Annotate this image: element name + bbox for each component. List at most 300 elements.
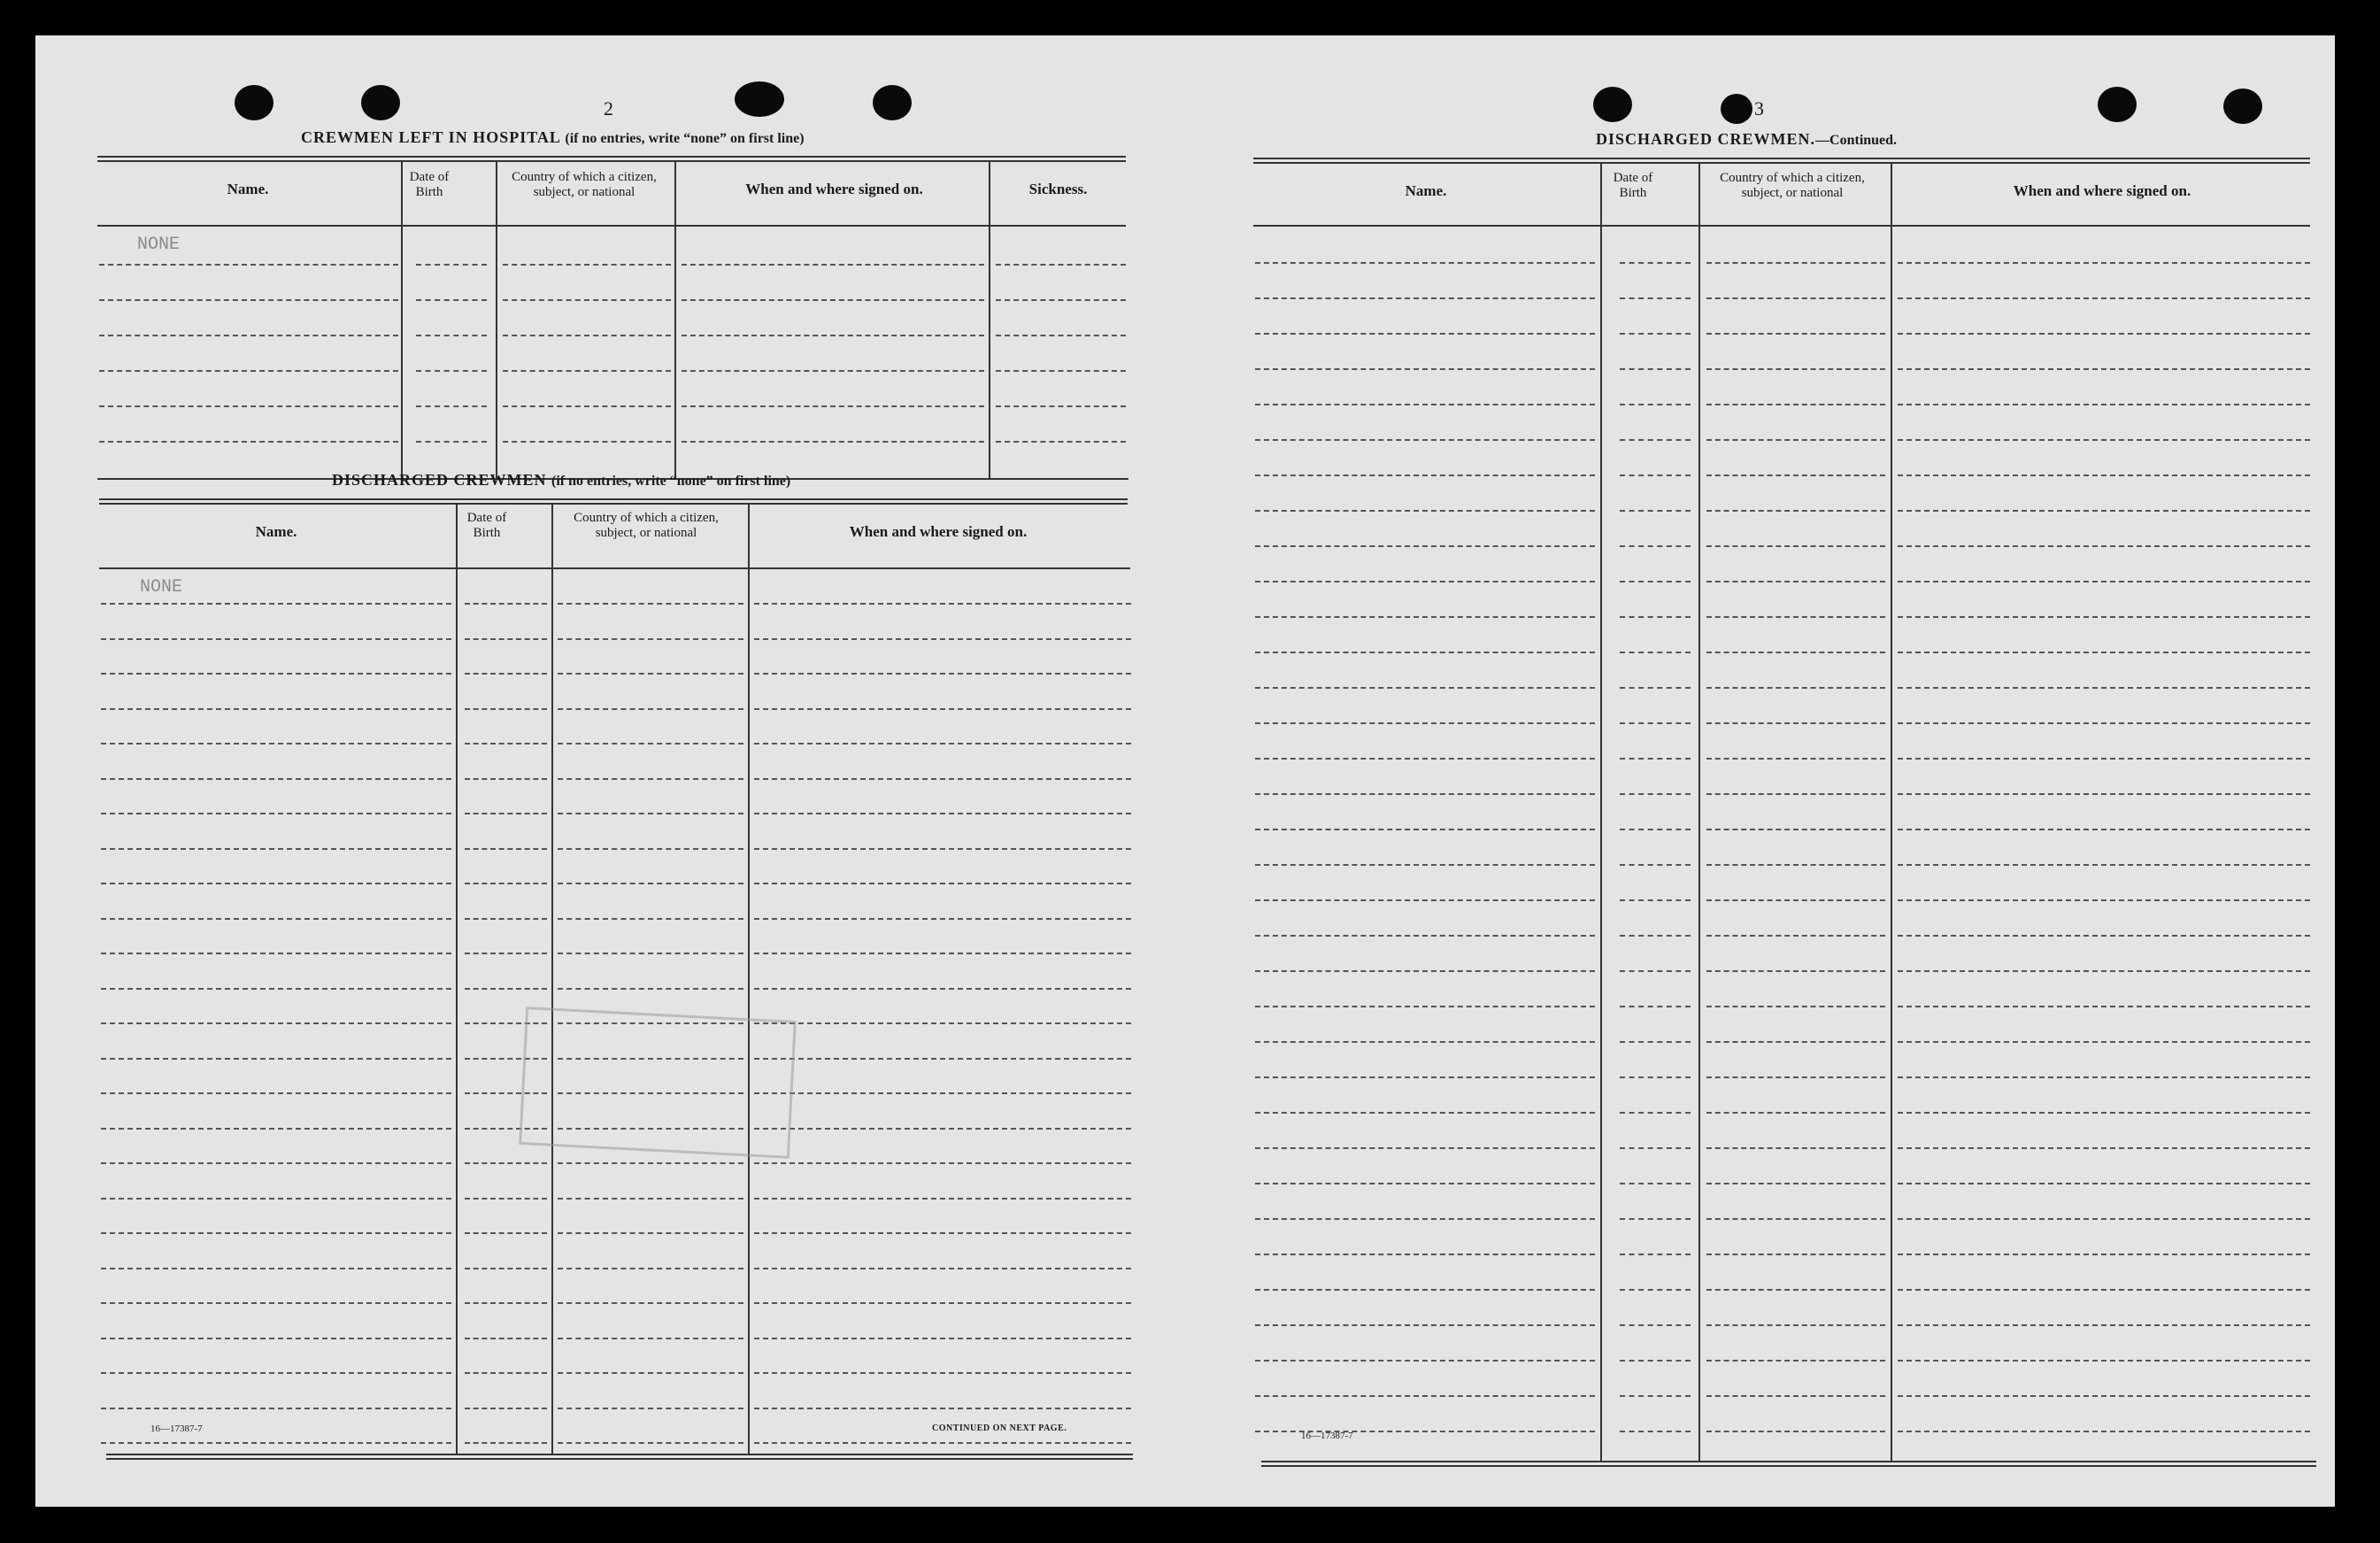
- ruled-line: [754, 1302, 1131, 1304]
- ruled-line: [1255, 1041, 1595, 1043]
- ruled-line: [1620, 404, 1691, 405]
- ruled-line: [1255, 793, 1595, 795]
- ruled-line: [1706, 439, 1885, 441]
- ruled-line: [1898, 687, 2310, 689]
- ruled-line: [1706, 581, 1885, 582]
- ruled-line: [1255, 368, 1595, 370]
- discharged-header-rule: [99, 567, 1130, 569]
- ruled-line: [101, 1092, 451, 1094]
- ruled-line: [1620, 581, 1691, 582]
- ruled-line: [1706, 829, 1885, 830]
- ruled-line: [558, 603, 743, 605]
- hospital-col-sickness: Sickness.: [1028, 181, 1088, 197]
- ruled-line: [1898, 1218, 2310, 1220]
- ruled-line: [754, 743, 1131, 744]
- punch-hole: [1721, 94, 1752, 124]
- ruled-line: [754, 708, 1131, 710]
- punch-hole: [2223, 89, 2262, 124]
- ruled-line: [1620, 1289, 1691, 1291]
- ruled-line: [558, 813, 743, 814]
- ruled-line: [1898, 652, 2310, 653]
- ruled-line: [1620, 1254, 1691, 1255]
- ruled-line: [558, 1302, 743, 1304]
- right-header-rule: [1253, 225, 2310, 227]
- ruled-line: [1620, 1183, 1691, 1184]
- ruled-line: [1706, 1431, 1885, 1432]
- ruled-line: [1706, 1289, 1885, 1291]
- right-col-divider: [1891, 164, 1892, 1461]
- ruled-line: [1898, 510, 2310, 512]
- discharged-title-text: DISCHARGED CREWMEN: [332, 471, 547, 489]
- ruled-line: [996, 299, 1126, 301]
- hospital-col-divider: [401, 162, 403, 479]
- hospital-top-rule: [97, 156, 1126, 162]
- ruled-line: [996, 405, 1126, 407]
- hospital-section-title: [301, 128, 805, 147]
- ruled-line: [1620, 439, 1691, 441]
- ruled-line: [101, 813, 451, 814]
- ruled-line: [558, 673, 743, 675]
- hospital-col-divider: [989, 162, 990, 479]
- ruled-line: [416, 335, 487, 336]
- hospital-col-divider: [674, 162, 676, 479]
- ruled-line: [996, 264, 1126, 266]
- ruled-line: [101, 603, 451, 605]
- ruled-line: [416, 441, 487, 443]
- ruled-line: [1706, 1395, 1885, 1397]
- ruled-line: [503, 335, 671, 336]
- ruled-line: [1898, 722, 2310, 724]
- punch-hole: [735, 81, 784, 117]
- ruled-line: [558, 883, 743, 884]
- ruled-line: [1898, 935, 2310, 937]
- ruled-line: [1706, 1254, 1885, 1255]
- ruled-line: [996, 441, 1126, 443]
- ruled-line: [754, 813, 1131, 814]
- ruled-line: [754, 988, 1131, 990]
- ruled-line: [1706, 333, 1885, 335]
- ruled-line: [754, 1338, 1131, 1339]
- ruled-line: [416, 299, 487, 301]
- ruled-line: [754, 1408, 1131, 1409]
- right-col-country: Country of which a citizen, subject, or national: [1720, 171, 1865, 200]
- ruled-line: [465, 1408, 547, 1409]
- ruled-line: [1898, 1183, 2310, 1184]
- ruled-line: [1706, 935, 1885, 937]
- ruled-line: [503, 441, 671, 443]
- ruled-line: [465, 1302, 547, 1304]
- ruled-line: [465, 918, 547, 920]
- ruled-line: [503, 370, 671, 372]
- ruled-line: [99, 405, 398, 407]
- ruled-line: [754, 1022, 1131, 1024]
- ruled-line: [101, 883, 451, 884]
- ruled-line: [1255, 1360, 1595, 1362]
- ruled-line: [754, 953, 1131, 954]
- discharged-col-country: Country of which a citizen, subject, or national: [574, 511, 719, 540]
- ruled-line: [101, 638, 451, 640]
- ruled-line: [465, 1338, 547, 1339]
- ruled-line: [1898, 581, 2310, 582]
- ruled-line: [1706, 545, 1885, 547]
- ruled-line: [1898, 1324, 2310, 1326]
- ruled-line: [416, 405, 487, 407]
- ruled-line: [1706, 1147, 1885, 1149]
- ruled-line: [1706, 368, 1885, 370]
- ruled-line: [1620, 1395, 1691, 1397]
- ruled-line: [558, 1442, 743, 1444]
- ruled-line: [101, 953, 451, 954]
- ruled-line: [1255, 687, 1595, 689]
- ruled-line: [558, 743, 743, 744]
- ruled-line: [682, 299, 984, 301]
- ruled-line: [1620, 1147, 1691, 1149]
- ruled-line: [1898, 297, 2310, 299]
- continued-note: CONTINUED ON NEXT PAGE.: [932, 1423, 1067, 1433]
- ruled-line: [1706, 722, 1885, 724]
- ruled-line: [99, 370, 398, 372]
- ruled-line: [1255, 333, 1595, 335]
- ruled-line: [1620, 1112, 1691, 1114]
- ruled-line: [1706, 297, 1885, 299]
- discharged-title-note: (if no entries, write “none” on first line): [551, 474, 791, 489]
- ruled-line: [754, 778, 1131, 780]
- ruled-line: [558, 1232, 743, 1234]
- ruled-line: [1620, 545, 1691, 547]
- ruled-line: [1706, 262, 1885, 264]
- ruled-line: [101, 673, 451, 675]
- ruled-line: [754, 848, 1131, 850]
- ruled-line: [1255, 1147, 1595, 1149]
- ruled-line: [1706, 616, 1885, 618]
- ruled-line: [1255, 1324, 1595, 1326]
- ruled-line: [1898, 545, 2310, 547]
- ruled-line: [1706, 899, 1885, 901]
- ruled-line: [1620, 758, 1691, 760]
- ruled-line: [101, 708, 451, 710]
- ruled-line: [1255, 899, 1595, 901]
- ruled-line: [558, 638, 743, 640]
- punch-hole: [361, 85, 400, 120]
- ruled-line: [996, 335, 1126, 336]
- discharged-col-divider: [456, 505, 458, 1454]
- punch-hole: [2098, 87, 2137, 122]
- right-col-divider: [1600, 164, 1602, 1461]
- ruled-line: [558, 778, 743, 780]
- ruled-line: [754, 1092, 1131, 1094]
- page-number-left: 2: [604, 97, 613, 120]
- ruled-line: [1898, 262, 2310, 264]
- ruled-line: [558, 1338, 743, 1339]
- ruled-line: [558, 988, 743, 990]
- ruled-line: [1898, 616, 2310, 618]
- ruled-line: [1706, 474, 1885, 476]
- ruled-line: [754, 1058, 1131, 1060]
- ruled-line: [1255, 297, 1595, 299]
- ruled-line: [558, 918, 743, 920]
- ruled-line: [1898, 439, 2310, 441]
- ruled-line: [1255, 1395, 1595, 1397]
- ruled-line: [101, 1408, 451, 1409]
- ruled-line: [101, 743, 451, 744]
- ruled-line: [1620, 368, 1691, 370]
- faded-stamp: [519, 1007, 797, 1159]
- ruled-line: [1706, 1112, 1885, 1114]
- hospital-col-divider: [496, 162, 497, 479]
- ruled-line: [1898, 970, 2310, 972]
- ruled-line: [996, 370, 1126, 372]
- ruled-line: [1898, 793, 2310, 795]
- ruled-line: [1620, 333, 1691, 335]
- ruled-line: [754, 1232, 1131, 1234]
- ruled-line: [1898, 404, 2310, 405]
- ruled-line: [1620, 935, 1691, 937]
- ruled-line: [1898, 1147, 2310, 1149]
- ruled-line: [1898, 474, 2310, 476]
- ruled-line: [465, 953, 547, 954]
- ruled-line: [1706, 687, 1885, 689]
- ruled-line: [1898, 829, 2310, 830]
- ruled-line: [1706, 1183, 1885, 1184]
- ruled-line: [465, 638, 547, 640]
- ruled-line: [1255, 829, 1595, 830]
- ruled-line: [1898, 1395, 2310, 1397]
- right-section-title: [1596, 130, 1897, 149]
- ruled-line: [1898, 1254, 2310, 1255]
- ruled-line: [1255, 581, 1595, 582]
- ruled-line: [465, 778, 547, 780]
- ruled-line: [1706, 864, 1885, 866]
- ruled-line: [558, 708, 743, 710]
- ruled-line: [558, 1408, 743, 1409]
- ruled-line: [416, 370, 487, 372]
- ruled-line: [99, 441, 398, 443]
- right-title-text: DISCHARGED CREWMEN.: [1596, 130, 1816, 148]
- hospital-entry-none: NONE: [137, 235, 181, 255]
- ruled-line: [1255, 864, 1595, 866]
- ruled-line: [1620, 722, 1691, 724]
- ruled-line: [465, 1198, 547, 1200]
- ruled-line: [754, 1128, 1131, 1130]
- page-number-right: 3: [1754, 97, 1764, 120]
- ruled-line: [101, 1442, 451, 1444]
- ruled-line: [1706, 758, 1885, 760]
- ruled-line: [558, 1372, 743, 1374]
- ruled-line: [101, 1058, 451, 1060]
- ruled-line: [682, 405, 984, 407]
- ruled-line: [465, 1162, 547, 1164]
- punch-hole: [1593, 87, 1632, 122]
- ruled-line: [754, 1198, 1131, 1200]
- ruled-line: [1620, 1041, 1691, 1043]
- hospital-header-rule: [97, 225, 1126, 227]
- hospital-col-name: Name.: [227, 181, 269, 197]
- ruled-line: [101, 1232, 451, 1234]
- ruled-line: [754, 673, 1131, 675]
- ruled-line: [1255, 545, 1595, 547]
- hospital-col-country: Country of which a citizen, subject, or national: [512, 170, 657, 199]
- ruled-line: [465, 743, 547, 744]
- ruled-line: [1898, 1006, 2310, 1007]
- ruled-line: [754, 1372, 1131, 1374]
- ruled-line: [99, 299, 398, 301]
- ruled-line: [754, 1442, 1131, 1444]
- ruled-line: [1620, 829, 1691, 830]
- ruled-line: [1706, 404, 1885, 405]
- ruled-line: [1898, 758, 2310, 760]
- right-col-dob: Date of Birth: [1613, 171, 1653, 200]
- ruled-line: [416, 264, 487, 266]
- ruled-line: [101, 988, 451, 990]
- ruled-line: [558, 1268, 743, 1269]
- ruled-line: [558, 1162, 743, 1164]
- ruled-line: [101, 848, 451, 850]
- ruled-line: [1620, 970, 1691, 972]
- ruled-line: [465, 813, 547, 814]
- ruled-line: [465, 1442, 547, 1444]
- ruled-line: [1898, 333, 2310, 335]
- ruled-line: [1706, 1041, 1885, 1043]
- ruled-line: [465, 1372, 547, 1374]
- ruled-line: [1255, 1183, 1595, 1184]
- ruled-line: [1706, 1218, 1885, 1220]
- right-col-name: Name.: [1405, 182, 1447, 199]
- left-bottom-rule: [106, 1454, 1133, 1460]
- ruled-line: [1706, 1324, 1885, 1326]
- ruled-line: [503, 405, 671, 407]
- ruled-line: [1898, 1289, 2310, 1291]
- ruled-line: [1620, 1006, 1691, 1007]
- ruled-line: [1255, 935, 1595, 937]
- right-title-suffix: —Continued.: [1815, 133, 1898, 148]
- ruled-line: [1255, 1112, 1595, 1114]
- hospital-title-text: CREWMEN LEFT IN HOSPITAL: [301, 128, 560, 146]
- ruled-line: [1620, 262, 1691, 264]
- ruled-line: [1898, 368, 2310, 370]
- ruled-line: [101, 1338, 451, 1339]
- punch-hole: [873, 85, 912, 120]
- ruled-line: [754, 1162, 1131, 1164]
- ruled-line: [101, 1198, 451, 1200]
- ruled-line: [1255, 510, 1595, 512]
- ruled-line: [1898, 1360, 2310, 1362]
- ruled-line: [465, 848, 547, 850]
- ruled-line: [754, 883, 1131, 884]
- ruled-line: [1898, 1041, 2310, 1043]
- ruled-line: [1898, 864, 2310, 866]
- ruled-line: [1255, 1289, 1595, 1291]
- ruled-line: [465, 988, 547, 990]
- ruled-line: [1706, 510, 1885, 512]
- discharged-col-divider: [551, 505, 553, 1454]
- punch-hole: [235, 85, 273, 120]
- ruled-line: [682, 264, 984, 266]
- form-number-left: 16—17387-7: [150, 1423, 203, 1434]
- ruled-line: [1255, 1076, 1595, 1078]
- ruled-line: [1620, 1076, 1691, 1078]
- right-bottom-rule: [1261, 1461, 2316, 1467]
- ruled-line: [1620, 899, 1691, 901]
- ruled-line: [682, 370, 984, 372]
- ruled-line: [1620, 297, 1691, 299]
- discharged-col-divider: [748, 505, 750, 1454]
- ruled-line: [465, 1268, 547, 1269]
- ruled-line: [1706, 1076, 1885, 1078]
- ruled-line: [1255, 262, 1595, 264]
- discharged-section-title: [332, 471, 790, 490]
- ruled-line: [1255, 652, 1595, 653]
- ruled-line: [1620, 1431, 1691, 1432]
- ruled-line: [1898, 899, 2310, 901]
- ruled-line: [101, 778, 451, 780]
- ruled-line: [1706, 652, 1885, 653]
- ruled-line: [558, 953, 743, 954]
- ruled-line: [1255, 439, 1595, 441]
- discharged-col-name: Name.: [255, 523, 297, 540]
- ruled-line: [1706, 970, 1885, 972]
- discharged-entry-none: NONE: [140, 577, 183, 598]
- ruled-line: [682, 441, 984, 443]
- ruled-line: [465, 1232, 547, 1234]
- ruled-line: [465, 708, 547, 710]
- ruled-line: [101, 1302, 451, 1304]
- ruled-line: [465, 603, 547, 605]
- ruled-line: [1620, 1324, 1691, 1326]
- ruled-line: [1620, 687, 1691, 689]
- ruled-line: [1620, 510, 1691, 512]
- ruled-line: [503, 299, 671, 301]
- hospital-title-note: (if no entries, write “none” on first line): [565, 131, 805, 146]
- ruled-line: [1898, 1076, 2310, 1078]
- ruled-line: [101, 1128, 451, 1130]
- ruled-line: [1620, 474, 1691, 476]
- ruled-line: [1620, 864, 1691, 866]
- right-col-when-where: When and where signed on.: [2013, 182, 2191, 199]
- ruled-line: [101, 1022, 451, 1024]
- ruled-line: [754, 638, 1131, 640]
- ruled-line: [558, 1198, 743, 1200]
- ruled-line: [1620, 1218, 1691, 1220]
- ruled-line: [503, 264, 671, 266]
- ruled-line: [99, 335, 398, 336]
- ruled-line: [1706, 1360, 1885, 1362]
- ruled-line: [465, 883, 547, 884]
- discharged-col-when-where: When and where signed on.: [849, 523, 1028, 540]
- ruled-line: [1706, 1006, 1885, 1007]
- ruled-line: [101, 1372, 451, 1374]
- ruled-line: [101, 918, 451, 920]
- discharged-col-dob: Date of Birth: [466, 511, 507, 540]
- hospital-col-dob: Date of Birth: [409, 170, 450, 199]
- ruled-line: [682, 335, 984, 336]
- ruled-line: [1620, 793, 1691, 795]
- ruled-line: [558, 848, 743, 850]
- ruled-line: [1255, 474, 1595, 476]
- ruled-line: [1898, 1431, 2310, 1432]
- discharged-top-rule: [99, 498, 1128, 505]
- hospital-col-when-where: When and where signed on.: [745, 181, 923, 197]
- right-top-rule: [1253, 158, 2310, 164]
- ruled-line: [1898, 1112, 2310, 1114]
- ruled-line: [101, 1268, 451, 1269]
- ruled-line: [1620, 616, 1691, 618]
- ruled-line: [101, 1162, 451, 1164]
- ruled-line: [1255, 1218, 1595, 1220]
- ruled-line: [99, 264, 398, 266]
- ruled-line: [1255, 404, 1595, 405]
- ruled-line: [1255, 1254, 1595, 1255]
- ruled-line: [1255, 970, 1595, 972]
